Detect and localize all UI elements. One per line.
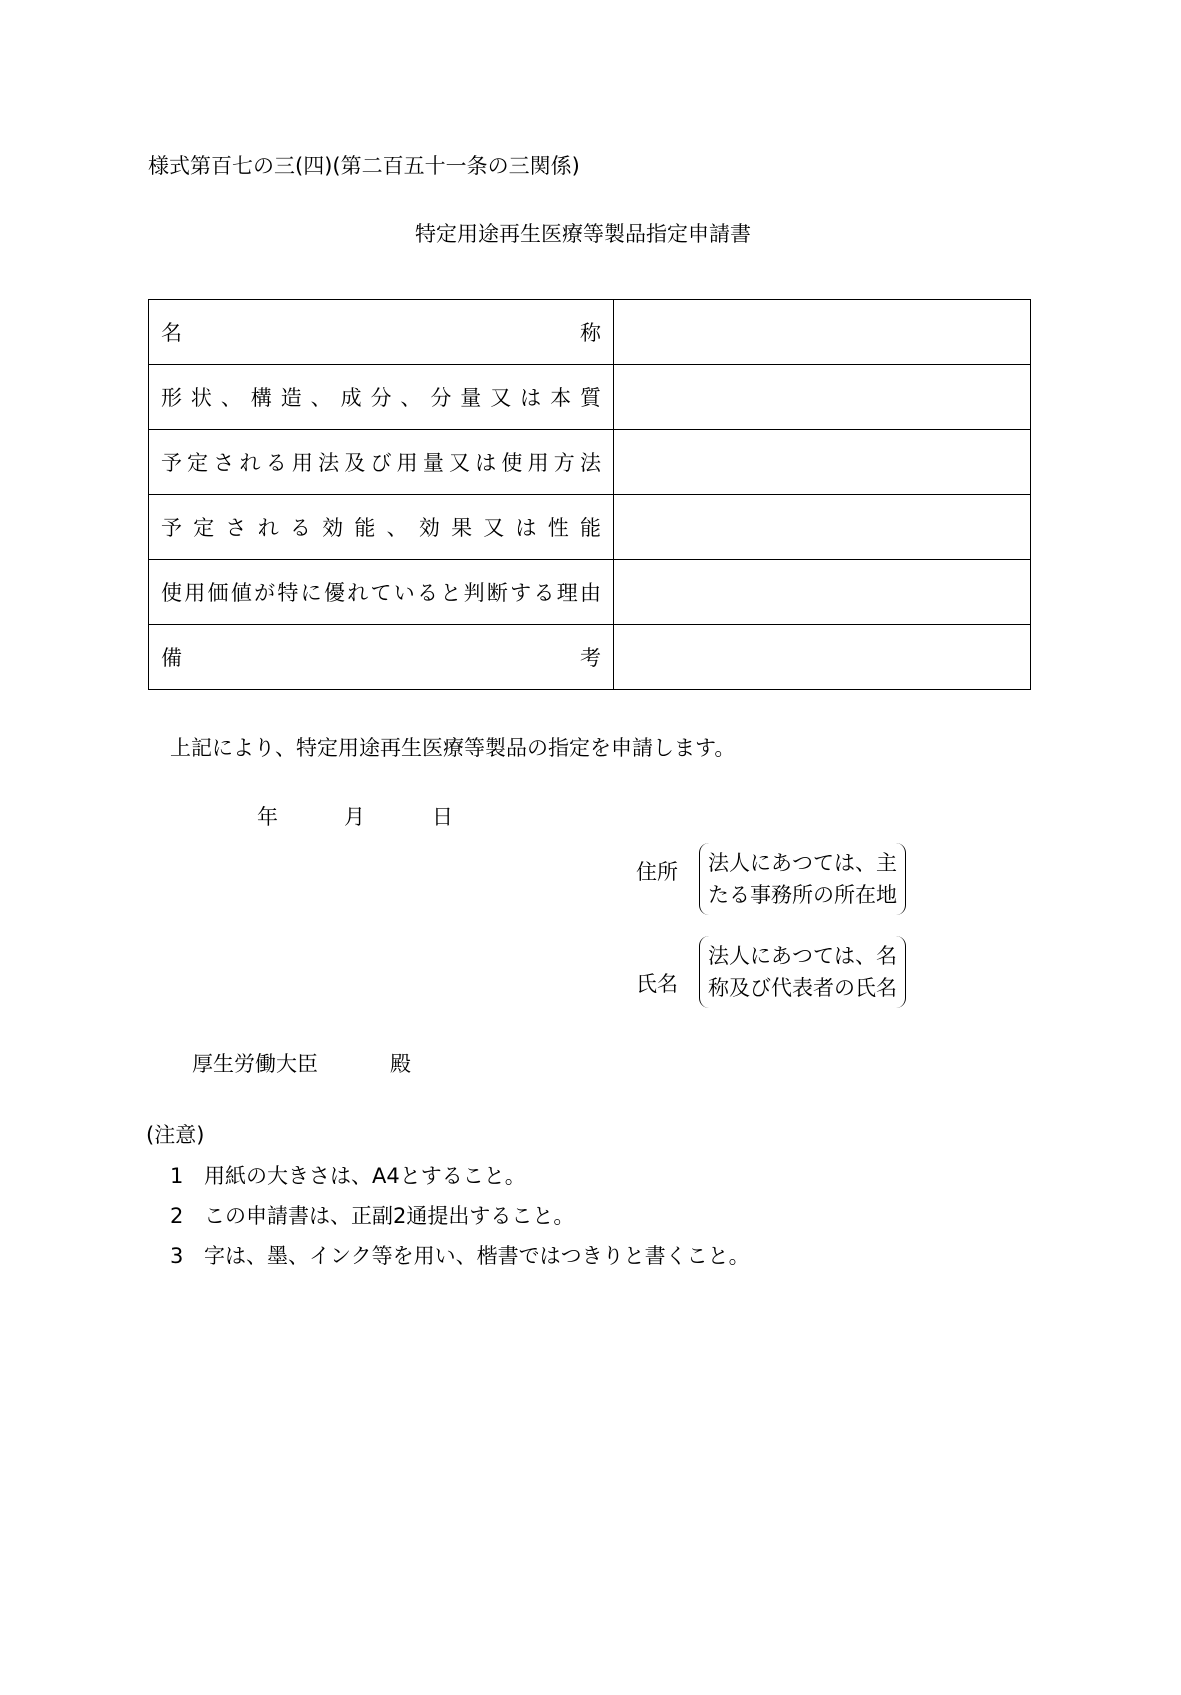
form-number: 様式第百七の三(四)(第二百五十一条の三関係) — [148, 154, 580, 178]
table-row — [149, 365, 1031, 430]
efficacy-field[interactable] — [614, 495, 1031, 560]
table-row — [149, 430, 1031, 495]
name-label: 氏名 — [636, 972, 678, 996]
row-label: 予定される用法及び用量又は使用方法 — [149, 430, 614, 495]
form-structure-field[interactable] — [614, 365, 1031, 430]
name-note — [699, 936, 906, 1008]
address-note-line: たる事務所の所在地 — [708, 883, 897, 907]
name-note-line: 法人にあつては、名 — [708, 944, 897, 968]
addressee-name: 厚生労働大臣 — [192, 1052, 318, 1076]
reason-field[interactable] — [614, 560, 1031, 625]
note-text: この申請書は、正副2通提出すること。 — [204, 1204, 575, 1228]
date-year: 年 — [257, 805, 278, 829]
name-note-line: 称及び代表者の氏名 — [708, 976, 897, 1000]
remarks-field[interactable] — [614, 625, 1031, 690]
note-number: 2 — [170, 1204, 184, 1228]
date-month: 月 — [344, 805, 365, 829]
row-label: 形状、構造、成分、分量又は本質 — [149, 365, 614, 430]
row-label: 予定される効能、効果又は性能 — [149, 495, 614, 560]
row-label: 備考 — [149, 625, 614, 690]
note-number: 1 — [170, 1164, 184, 1188]
table-row — [149, 300, 1031, 365]
address-note — [699, 843, 906, 915]
addressee-honorific: 殿 — [390, 1052, 411, 1076]
row-label: 使用価値が特に優れていると判断する理由 — [149, 560, 614, 625]
address-note-line: 法人にあつては、主 — [708, 851, 897, 875]
statement: 上記により、特定用途再生医療等製品の指定を申請します。 — [170, 736, 736, 760]
address-label: 住所 — [636, 860, 678, 884]
application-table — [148, 299, 1031, 690]
table-row — [149, 560, 1031, 625]
date-day: 日 — [432, 805, 453, 829]
usage-dosage-field[interactable] — [614, 430, 1031, 495]
page-title: 特定用途再生医療等製品指定申請書 — [415, 222, 751, 246]
note-text: 字は、墨、インク等を用い、楷書ではつきりと書くこと。 — [204, 1244, 750, 1268]
row-label: 名称 — [149, 300, 614, 365]
name-field[interactable] — [614, 300, 1031, 365]
notes-heading: (注意) — [146, 1123, 205, 1147]
table-row — [149, 625, 1031, 690]
note-text: 用紙の大きさは、A4とすること。 — [204, 1164, 526, 1188]
table-row — [149, 495, 1031, 560]
note-number: 3 — [170, 1244, 184, 1268]
